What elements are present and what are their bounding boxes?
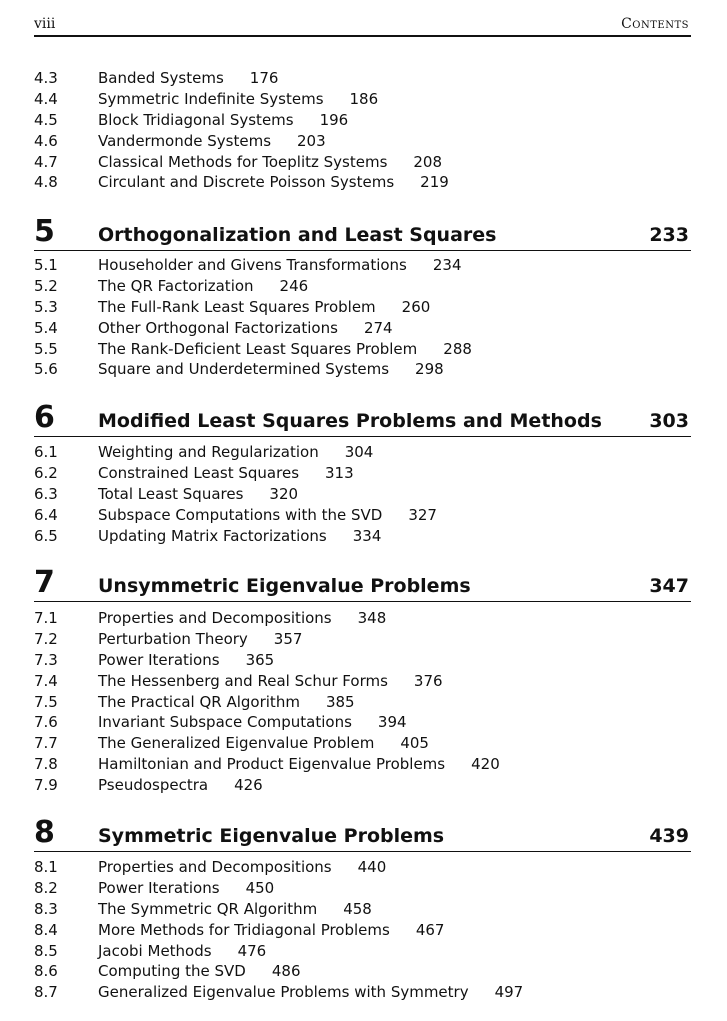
section-number: 8.6	[34, 962, 58, 981]
toc-entry[interactable]	[34, 359, 689, 380]
section-title: Power Iterations	[98, 650, 220, 669]
chapter-heading[interactable]	[34, 812, 689, 852]
section-title: Constrained Least Squares	[98, 463, 300, 482]
section-page: 476	[237, 941, 267, 960]
section-page: 304	[344, 443, 374, 461]
chapter-heading[interactable]	[34, 562, 689, 602]
section-number: 7.6	[34, 713, 58, 732]
section-page: 365	[245, 650, 275, 669]
section-title: The Hessenberg and Real Schur Forms	[98, 671, 388, 690]
section-title: Vandermonde Systems	[98, 131, 272, 150]
section-number: 4.3	[34, 69, 58, 87]
section-number: 6.1	[34, 443, 58, 461]
section-number: 5.6	[34, 360, 58, 379]
section-title: Weighting and Regularization	[98, 443, 319, 461]
section-page: 246	[279, 276, 309, 295]
section-title: Properties and Decompositions	[98, 858, 332, 876]
section-title: Block Tridiagonal Systems	[98, 110, 294, 129]
section-title: Subspace Computations with the SVD	[98, 505, 383, 524]
toc-entry[interactable]	[34, 899, 689, 920]
section-title: Jacobi Methods	[98, 941, 212, 960]
section-page: 376	[413, 671, 443, 690]
toc-entry[interactable]	[34, 692, 689, 713]
section-page: 208	[413, 152, 443, 171]
section-number: 7.7	[34, 734, 58, 753]
section-title: Updating Matrix Factorizations	[98, 526, 327, 545]
header-rule	[34, 35, 691, 37]
section-page: 348	[357, 609, 387, 627]
section-title: Invariant Subspace Computations	[98, 713, 352, 732]
section-number: 6.2	[34, 463, 58, 482]
section-title: The Symmetric QR Algorithm	[98, 899, 318, 918]
section-title: Symmetric Indefinite Systems	[98, 89, 324, 108]
section-page: 394	[377, 713, 407, 732]
toc-entry[interactable]	[34, 255, 689, 276]
section-title: More Methods for Tridiagonal Problems	[98, 920, 390, 939]
section-page: 313	[325, 463, 354, 482]
toc-entry[interactable]	[34, 68, 689, 89]
section-title: Properties and Decompositions	[98, 609, 332, 627]
toc-entry[interactable]	[34, 733, 689, 754]
section-page: 288	[443, 339, 472, 358]
section-page: 420	[471, 755, 500, 774]
toc-entry[interactable]	[34, 920, 689, 941]
toc-entry[interactable]	[34, 505, 689, 526]
section-title: The Practical QR Algorithm	[98, 692, 300, 711]
section-page: 426	[234, 776, 263, 795]
section-number: 6.4	[34, 505, 58, 524]
section-page: 260	[401, 297, 431, 316]
section-page: 467	[415, 920, 445, 939]
toc-entry[interactable]	[34, 857, 689, 878]
toc-entry[interactable]	[34, 297, 689, 318]
section-page: 203	[297, 131, 326, 150]
toc-entry[interactable]	[34, 526, 689, 547]
section-number: 7.5	[34, 692, 58, 711]
section-number: 7.9	[34, 776, 58, 795]
section-number: 8.5	[34, 941, 58, 960]
section-page: 234	[432, 256, 462, 274]
section-number: 4.4	[34, 89, 58, 108]
section-list	[34, 442, 689, 546]
section-number: 8.2	[34, 878, 58, 897]
toc-entry[interactable]	[34, 276, 689, 297]
section-title: Generalized Eigenvalue Problems with Symmetry	[98, 983, 469, 1002]
section-title: The QR Factorization	[98, 276, 254, 295]
section-number: 4.5	[34, 110, 58, 129]
section-page: 219	[420, 173, 449, 192]
chapter-heading[interactable]	[34, 397, 689, 437]
section-page: 176	[249, 69, 279, 87]
section-list	[34, 608, 689, 796]
toc-entry[interactable]	[34, 110, 689, 131]
section-number: 7.2	[34, 629, 58, 648]
chapter-heading[interactable]	[34, 211, 689, 251]
chapter-title: Modified Least Squares Problems and Methods	[98, 410, 602, 432]
section-number: 8.4	[34, 920, 58, 939]
section-page: 486	[271, 962, 301, 981]
toc-entry[interactable]	[34, 650, 689, 671]
chapter-rule	[34, 250, 691, 251]
chapter-page: 233	[649, 224, 689, 246]
section-title: Pseudospectra	[98, 776, 209, 795]
section-number: 4.7	[34, 152, 58, 171]
section-page: 320	[269, 484, 299, 503]
section-number: 8.3	[34, 899, 58, 918]
toc-entry[interactable]	[34, 775, 689, 796]
section-list	[34, 68, 689, 193]
section-title: Other Orthogonal Factorizations	[98, 318, 338, 337]
section-number: 6.3	[34, 484, 58, 503]
section-page: 274	[363, 318, 393, 337]
toc-entry[interactable]	[34, 484, 689, 505]
chapter-number: 5	[34, 214, 55, 249]
chapter-rule	[34, 851, 691, 852]
chapter-page: 303	[649, 410, 689, 432]
section-page: 440	[357, 858, 387, 876]
section-page: 357	[273, 629, 303, 648]
section-title: Square and Underdetermined Systems	[98, 360, 390, 379]
toc-entry[interactable]	[34, 89, 689, 110]
section-number: 4.6	[34, 131, 58, 150]
chapter-number: 8	[34, 815, 55, 850]
section-title: Perturbation Theory	[98, 629, 248, 648]
section-number: 8.1	[34, 858, 58, 876]
page-number: viii	[34, 16, 56, 32]
toc-entry[interactable]	[34, 982, 689, 1003]
section-number: 4.8	[34, 173, 58, 192]
toc-entry[interactable]	[34, 941, 689, 962]
section-page: 196	[319, 110, 349, 129]
section-number: 7.4	[34, 671, 58, 690]
section-page: 298	[415, 360, 444, 379]
toc-entry[interactable]	[34, 318, 689, 339]
section-number: 8.7	[34, 983, 58, 1002]
section-number: 5.5	[34, 339, 58, 358]
section-title: Classical Methods for Toeplitz Systems	[98, 152, 388, 171]
chapter-page: 347	[649, 575, 689, 597]
toc-entry[interactable]	[34, 339, 689, 360]
section-list	[34, 255, 689, 380]
section-title: Power Iterations	[98, 878, 220, 897]
toc-entry[interactable]	[34, 152, 689, 173]
running-title: Contents	[621, 16, 689, 32]
section-title: Banded Systems	[98, 69, 224, 87]
chapter-title: Symmetric Eigenvalue Problems	[98, 825, 445, 847]
chapter-title: Unsymmetric Eigenvalue Problems	[98, 575, 471, 597]
chapter-page: 439	[649, 825, 689, 847]
section-list	[34, 857, 689, 1003]
toc-entry[interactable]	[34, 629, 689, 650]
section-page: 458	[343, 899, 372, 918]
toc-entry[interactable]	[34, 878, 689, 899]
section-page: 450	[245, 878, 275, 897]
chapter-number: 7	[34, 565, 55, 600]
toc-entry[interactable]	[34, 712, 689, 733]
section-number: 7.8	[34, 755, 58, 774]
section-page: 385	[325, 692, 355, 711]
section-number: 5.1	[34, 256, 58, 274]
section-title: The Rank-Deficient Least Squares Problem	[98, 339, 418, 358]
section-page: 186	[349, 89, 379, 108]
section-title: The Full-Rank Least Squares Problem	[98, 297, 376, 316]
toc-entry[interactable]	[34, 131, 689, 152]
toc-entry[interactable]	[34, 442, 689, 463]
toc-entry[interactable]	[34, 608, 689, 629]
toc-entry[interactable]	[34, 671, 689, 692]
section-number: 5.2	[34, 276, 58, 295]
section-number: 6.5	[34, 526, 58, 545]
section-title: Computing the SVD	[98, 962, 246, 981]
chapter-title: Orthogonalization and Least Squares	[98, 224, 497, 246]
section-title: The Generalized Eigenvalue Problem	[98, 734, 375, 753]
chapter-number: 6	[34, 400, 55, 435]
section-title: Circulant and Discrete Poisson Systems	[98, 173, 395, 192]
section-number: 5.4	[34, 318, 58, 337]
section-title: Total Least Squares	[98, 484, 244, 503]
running-header	[34, 12, 689, 36]
toc-entry[interactable]	[34, 961, 689, 982]
toc-entry[interactable]	[34, 754, 689, 775]
section-page: 327	[408, 505, 437, 524]
section-number: 7.1	[34, 609, 58, 627]
section-page: 405	[400, 734, 429, 753]
chapter-rule	[34, 601, 691, 602]
section-title: Householder and Givens Transformations	[98, 256, 407, 274]
chapter-rule	[34, 436, 691, 437]
section-page: 497	[494, 983, 524, 1002]
section-page: 334	[352, 526, 382, 545]
toc-entry[interactable]	[34, 172, 689, 193]
section-number: 5.3	[34, 297, 58, 316]
toc-entry[interactable]	[34, 463, 689, 484]
section-title: Hamiltonian and Product Eigenvalue Problems	[98, 755, 446, 774]
section-number: 7.3	[34, 650, 58, 669]
